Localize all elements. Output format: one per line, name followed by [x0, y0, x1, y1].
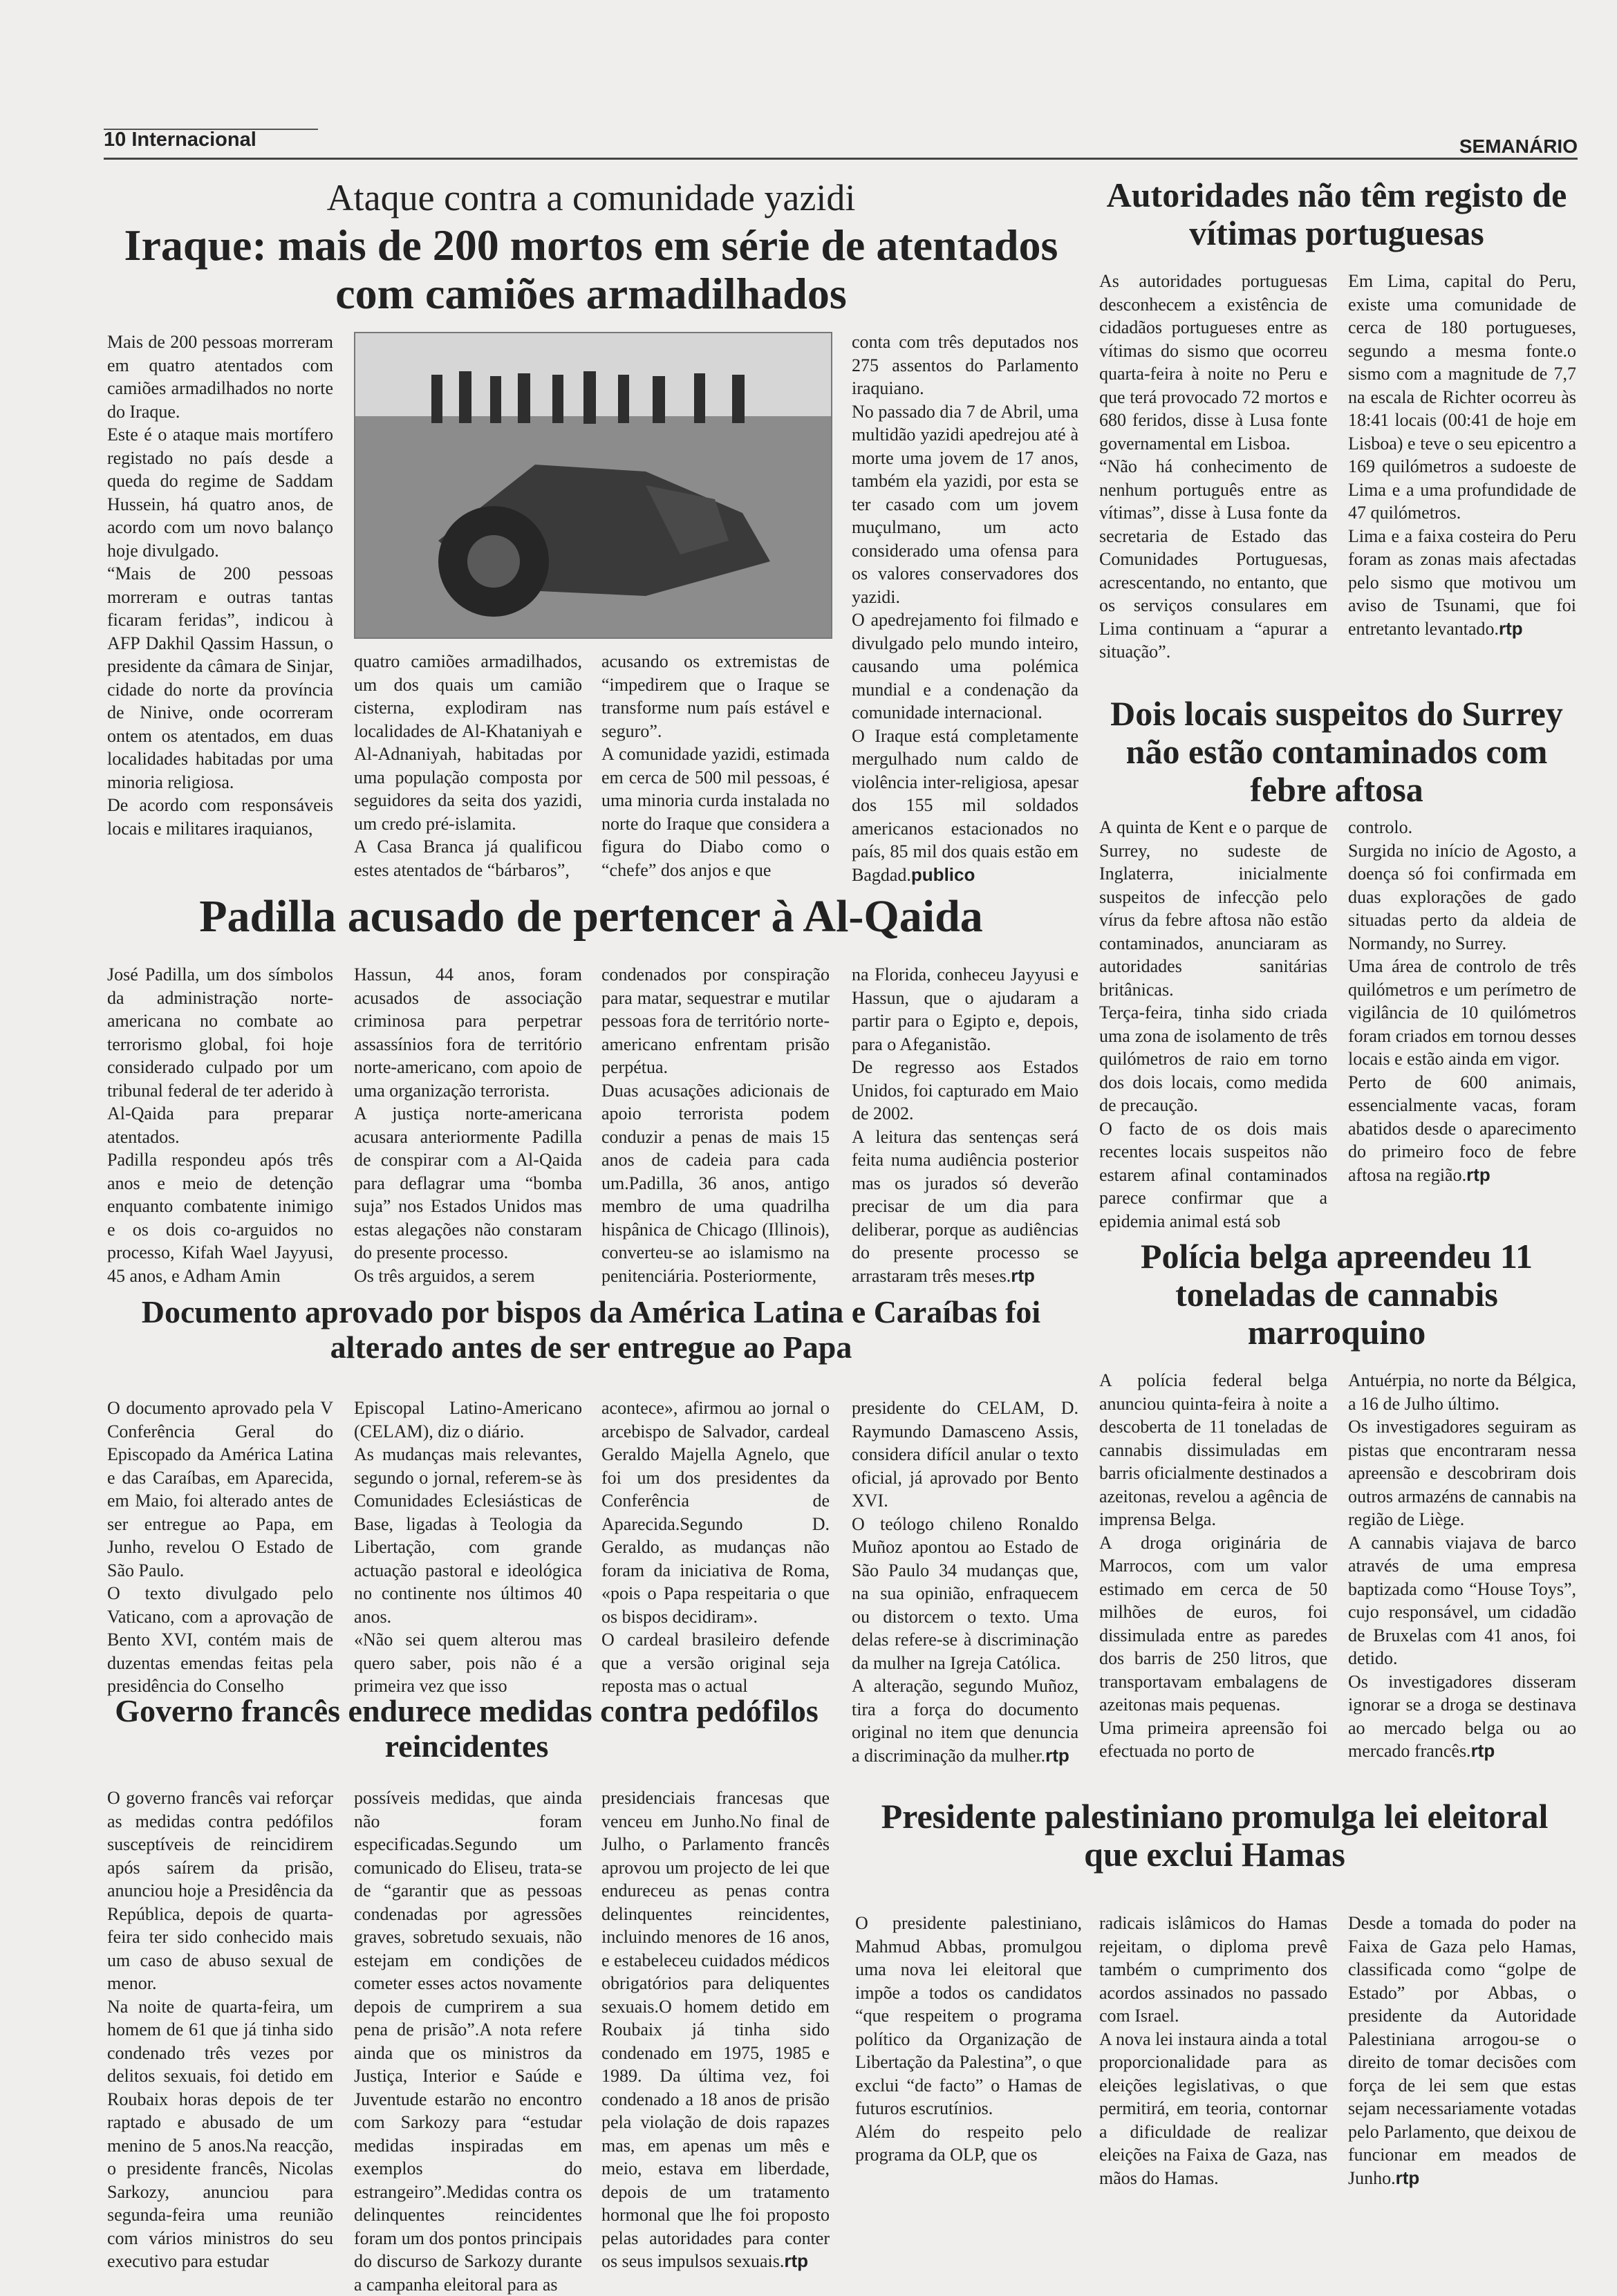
frances-col-3: presidenciais francesas que venceu em Junho.No final de Julho, o Parlamento francês aprovou um projecto de lei que endureceu as penas contra delinquentes reincidentes, incluindo menores de 16 anos, e estabeleceu cuidados médicos obrigatórios para deliquentes sexuais.O homem detido em Roubaix já tinha sido condenado em 1975, 1985 e 1989. Da última vez, foi condenado a 18 anos de prisão pela violação de dois rapazes mas, em apenas um mês e meio, estava em liberdade, depois de um tratamento hormonal que lhe foi proposto pelas autoridades para conter os seus impulsos sexuais.rtp [601, 1788, 830, 2271]
publication-name: SEMANÁRIO [1459, 136, 1578, 157]
bispos-col-4: presidente do CELAM, D. Raymundo Damasceno Assis, considera difícil anular o texto oficial, já aprovado por Bento XVI. O teólogo chileno Ronaldo Muñoz apontou ao Estado de São Paulo 34 mudanças que, na sua opinião, enfraquecem ou distorcem o texto. Uma delas refere-se à discriminação da mulher na Igreja Católica. A alteração, segundo Muñoz, tira a força do documento original no item que denuncia a discriminação da mulher.rtp [852, 1398, 1078, 1766]
iraque-kicker: Ataque contra a comunidade yazidi [326, 177, 856, 218]
iraque-col-2: quatro camiões armadilhados, um dos quais um camião cisterna, explodiram nas localidades de Al-Khataniyah e Al-Adnaniyah, habitadas por uma população composta por seguidores da seita dos yazidi, um credo pré-islamita. A Casa Branca já qualificou estes atentados de “bárbaros”, [354, 651, 582, 880]
peru-col-2: Em Lima, capital do Peru, existe uma comunidade de cerca de 180 portugueses, segundo a mesma fonte.o sismo com a magnitude de 7,7 na escala de Richter ocorreu às 18:41 locais (00:41 de hoje em Lisboa) e teve o seu epicentro a 169 quilómetros a sudoeste de Lima e a uma profundidade de 47 quilómetros. Lima e a faixa costeira do Peru foram as zonas mais afectadas pelo sismo que motivou um aviso de Tsunami, que foi entretanto levantado.rtp [1348, 271, 1576, 639]
iraque-col-4: conta com três deputados nos 275 assentos do Parlamento iraquiano. No passado dia 7 de Abril, uma multidão yazidi apedrejou até à morte uma jovem de 17 anos, também ela yazidi, por esta se ter casado com um jovem muçulmano, um acto considerado uma ofensa para os valores conservadores dos yazidi. O apedrejamento foi filmado e divulgado pelo mundo inteiro, causando uma polémica mundial e a condenação da comunidade internacional. O Iraque está completamente mergulhado num caldo de violência inter-religiosa, apesar dos 155 mil soldados americanos estacionados no país, 85 mil dos quais estão em Bagdad.publico [852, 332, 1078, 885]
frances-col-1: O governo francês vai reforçar as medidas contra pedófilos susceptíveis de reincidirem após saírem da prisão, anunciou hoje a Presidência da República, depois de quarta-feira ter sido conhecido mais um caso de abuso sexual de menor. Na noite de quarta-feira, um homem de 61 que já tinha sido condenado três vezes por delitos sexuais, foi detido em Roubaix horas depois de ter raptado e abusado de um menino de 5 anos.Na reacção, o presidente francês, Nicolas Sarkozy, anunciou para segunda-feira uma reunião com vários ministros do seu executivo para estudar [107, 1788, 333, 2271]
iraque-col-3: acusando os extremistas de “impedirem que o Iraque se transforme num país estável e seguro”. A comunidade yazidi, estimada em cerca de 500 mil pessoas, é uma minoria curda instalada no norte do Iraque que considera a figura do Diabo como o “chefe” dos anjos e que [601, 651, 830, 880]
palestina-col-3: Desde a tomada do poder na Faixa de Gaza pelo Hamas, classificada como “golpe de Estado” por Abbas, o presidente da Autoridade Palestiniana arrogou-se o direito de tomar decisões com força de lei sem que estas sejam necessariamente votadas pelo Parlamento, que deixou de funcionar em meados de Junho.rtp [1348, 1913, 1576, 2188]
peru-col-1: As autoridades portuguesas desconhecem a existência de cidadãos portugueses entre as vítimas do sismo que ocorreu quarta-feira à noite no Peru e que terá provocado 72 mortos e 680 feridos, disse à Lusa fonte governamental em Lisboa. “Não há conhecimento de nenhum português entre as vítimas”, disse à Lusa fonte da secretaria de Estado das Comunidades Portuguesas, acrescentando, no entanto, que os serviços consulares em Lima continuam a “apurar a situação”. [1099, 271, 1327, 662]
belga-col-1: A polícia federal belga anunciou quinta-feira à noite a descoberta de 11 toneladas de cannabis dissimuladas em barris oficialmente destinados a azeitonas, revelou a agência de imprensa Belga. A droga originária de Marrocos, com um valor estimado em cerca de 50 milhões de euros, foi dissimulada entre as paredes dos barris de 250 litros, que transportavam embalagens de azeitonas mais pequenas. Uma primeira apreensão foi efectuada no porto de [1099, 1370, 1327, 1761]
padilla-col-3: condenados por conspiração para matar, sequestrar e mutilar pessoas fora de território norte-americano enfrentam prisão perpétua. Duas acusações adicionais de apoio terrorista podem conduzir a penas de mais 15 anos de cadeia para cada um.Padilla, 36 anos, antigo membro de uma quadrilha hispânica de Chicago (Illinois), converteu-se ao islamismo na penitenciária. Posteriormente, [601, 964, 830, 1286]
surrey-signature: rtp [1466, 1164, 1490, 1185]
palestina-col-2: radicais islâmicos do Hamas rejeitam, o diploma prevê também o cumprimento dos acordos assinados no passado com Israel. A nova lei instaura ainda a total proporcionalidade para as eleições legislativas, o que permitirá, em teoria, contornar a dificuldade de realizar eleições na Faixa de Gaza, nas mãos do Hamas. [1099, 1913, 1327, 2188]
bispos-col-1: O documento aprovado pela V Conferência Geral do Episcopado da América Latina e das Caraíbas, em Aparecida, em Maio, foi alterado antes de ser entregue ao Papa, em Junho, revelou O Estado de São Paulo. O texto divulgado pelo Vaticano, com a aprovação de Bento XVI, contém mais de duzentas emendas feitas pela presidência do Conselho [107, 1398, 333, 1696]
surrey-headline: Dois locais suspeitos do Surrey não estão contaminados com febre aftosa [1110, 694, 1563, 809]
belga-headline: Polícia belga apreendeu 11 toneladas de cannabis marroquino [1140, 1237, 1533, 1352]
peru-headline: Autoridades não têm registo de vítimas portuguesas [1106, 176, 1567, 252]
belga-signature: rtp [1470, 1740, 1495, 1761]
frances-signature: rtp [784, 2250, 809, 2271]
padilla-col-4: na Florida, conheceu Jayyusi e Hassun, que o ajudaram a partir para o Egipto e, depois, para o Afeganistão. De regresso aos Estados Unidos, foi capturado em Maio de 2002. A leitura das sentenças será feita numa audiência posterior mas os jurados só deverão precisar de um dia para deliberar, porque as audiências do presente processo se arrastaram três meses.rtp [852, 964, 1078, 1286]
section-folio: 10 Internacional [104, 129, 256, 151]
surrey-col-1: A quinta de Kent e o parque de Surrey, no sudeste de Inglaterra, inicialmente suspeitos de infecção pelo vírus da febre aftosa não estão contaminados, anunciaram as autoridades sanitárias britânicas. Terça-feira, tinha sido criada uma zona de isolamento de três quilómetros de raio em torno dos dois locais, como medida de precaução. O facto de os dois mais recentes locais suspeitos não estarem afinal contaminados parece confirmar que a epidemia animal está sob [1099, 817, 1327, 1231]
padilla-signature: rtp [1011, 1264, 1035, 1286]
bispos-headline: Documento aprovado por bispos da América Latina e Caraíbas foi alterado antes de ser entregue ao Papa [141, 1294, 1041, 1365]
padilla-col-2: Hassun, 44 anos, foram acusados de associação criminosa para perpetrar assassínios fora de território norte-americano, com apoio de uma organização terrorista. A justiça norte-americana acusara anteriormente Padilla de conspirar com a Al-Qaida para deflagrar uma “bomba suja” nos Estados Unidos mas estas alegações não constaram do presente processo. Os três arguidos, a serem [354, 964, 582, 1286]
bispos-col-3: acontece», afirmou ao jornal o arcebispo de Salvador, cardeal Geraldo Majella Agnelo, que foi um dos presidentes da Conferência de Aparecida.Segundo D. Geraldo, as mudanças não foram da iniciativa de Roma, «pois o Papa respeitaria o que os bispos decidiram». O cardeal brasileiro defende que a versão original seja reposta mas o actual [601, 1398, 830, 1696]
padilla-col-1: José Padilla, um dos símbolos da administração norte-americana no combate ao terrorismo global, foi hoje considerado culpado por um tribunal federal de ter aderido à Al-Qaida para preparar atentados. Padilla respondeu após três anos e meio de detenção enquanto combatente inimigo e os dois co-arguidos no processo, Kifah Wael Jayyusi, 45 anos, e Adham Amin [107, 964, 333, 1286]
iraque-headline: Iraque: mais de 200 mortos em série de atentados com camiões armadilhados [124, 221, 1058, 319]
bombing-wreckage-image [355, 333, 831, 637]
padilla-headline: Padilla acusado de pertencer à Al-Qaida [199, 891, 983, 942]
frances-col-2: possíveis medidas, que ainda não foram especificadas.Segundo um comunicado do Eliseu, trata-se de “garantir que as pessoas condenadas por agressões graves, sobretudo sexuais, não estejam em condições de cometer esses actos novamente depois de cumprirem a sua pena de prisão”.A nota refere ainda que os ministros da Justiça, Interior e Saúde e Juventude estarão no encontro com Sarkozy para “estudar medidas inspiradas em exemplos do estrangeiro”.Medidas contra os delinquentes reincidentes foram um dos pontos principais do discurso de Sarkozy durante a campanha eleitoral para as [354, 1788, 582, 2295]
iraque-col-1: Mais de 200 pessoas morreram em quatro atentados com camiões armadilhados no norte do Iraque. Este é o ataque mais mortífero registado no país desde a queda do regime de Saddam Hussein, há quatro anos, de acordo com um novo balanço hoje divulgado. “Mais de 200 pessoas morreram e outras tantas ficaram feridas”, indicou à AFP Dakhil Qassim Hassun, o presidente da câmara de Sinjar, cidade do norte da província de Ninive, onde ocorreram ontem os atentados, em duas localidades habitadas por uma minoria religiosa. De acordo com responsáveis locais e militares iraquianos, [107, 332, 333, 839]
bispos-col-2: Episcopal Latino-Americano (CELAM), diz o diário. As mudanças mais relevantes, segundo o jornal, referem-se às Comunidades Eclesiásticas de Base, ligadas à Teologia da Libertação, com grande actuação pastoral e ideológica no continente nos últimos 40 anos. «Não sei quem alterou mas quero saber, pois não é a primeira vez que isso [354, 1398, 582, 1696]
bispos-signature: rtp [1045, 1744, 1069, 1766]
belga-col-2: Antuérpia, no norte da Bélgica, a 16 de Julho último. Os investigadores seguiram as pistas que encontraram nessa apreensão e descobriram dois outros armazéns de cannabis na região de Liège. A cannabis viajava de barco através de uma empresa baptizada como “House Toys”, cujo responsável, um cidadão de Bruxelas com 41 anos, foi detido. Os investigadores disseram ignorar se a droga se destinava ao mercado belga ou ao mercado francês.rtp [1348, 1370, 1576, 1761]
surrey-col-2: controlo. Surgida no início de Agosto, a doença só foi confirmada em duas explorações de gado situadas perto da aldeia de Normandy, no Surrey. Uma área de controlo de três quilómetros e um perímetro de vigilância de 10 quilómetros foram criados em tornou desses locais e estão ainda em vigor. Perto de 600 animais, essencialmente vacas, foram abatidos desde o aparecimento do primeiro foco de febre aftosa na região.rtp [1348, 817, 1576, 1185]
header-rule [104, 158, 1578, 160]
iraque-photo [354, 332, 832, 639]
palestina-col-1: O presidente palestiniano, Mahmud Abbas, promulgou uma nova lei eleitoral que impõe a todos os candidatos “que respeitem o programa político da Organização de Libertação da Palestina”, o que exclui “de facto” o Hamas de futuros escrutínios. Além do respeito pelo programa da OLP, que os [855, 1913, 1082, 2165]
palestina-signature: rtp [1395, 2167, 1420, 2188]
palestina-headline: Presidente palestiniano promulga lei eleitoral que exclui Hamas [881, 1797, 1549, 1874]
iraque-signature: publico [910, 864, 975, 885]
peru-signature: rtp [1499, 617, 1523, 639]
frances-headline: Governo francês endurece medidas contra pedófilos reincidentes [115, 1693, 819, 1764]
